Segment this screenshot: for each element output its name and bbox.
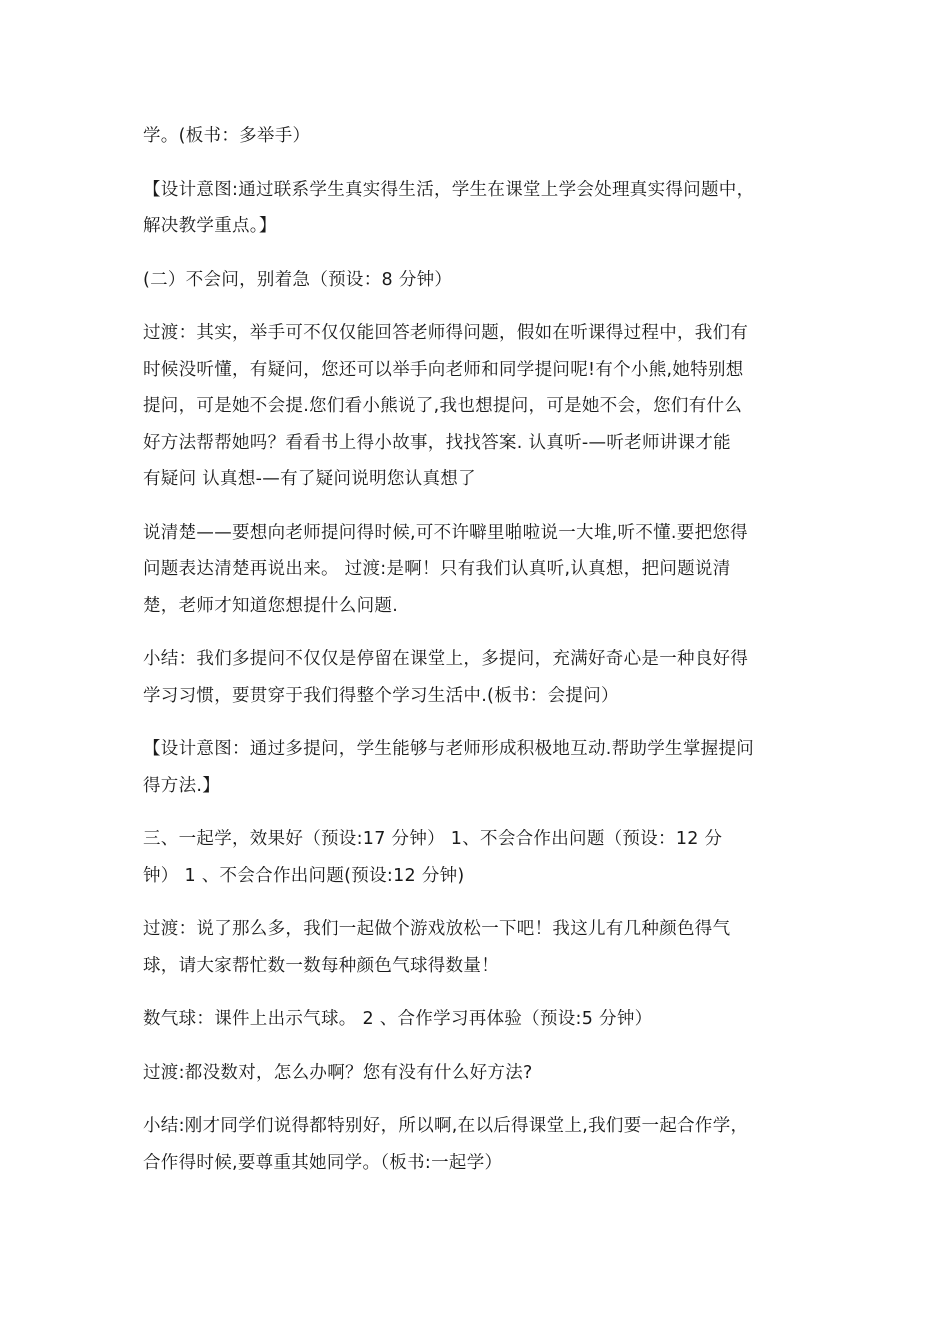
text-line: 时候没听懂，有疑问，您还可以举手向老师和同学提问呢!有个小熊,她特别想 bbox=[143, 359, 744, 380]
paragraph-transition-game bbox=[143, 911, 810, 984]
section-heading-ask-questions bbox=[143, 262, 810, 299]
paragraph-board-raise-hand bbox=[143, 118, 810, 155]
text-line: 小结:刚才同学们说得都特别好，所以啊,在以后得课堂上,我们要一起合作学， bbox=[143, 1116, 749, 1136]
text-line: 过渡：说了那么多，我们一起做个游戏放松一下吧！我这儿有几种颜色得气 bbox=[143, 919, 731, 939]
paragraph-count-balloons bbox=[143, 1001, 810, 1038]
text-line: 得方法.】 bbox=[143, 775, 221, 796]
text-line: 钟） 1 、不会合作出问题(预设:12 分钟) bbox=[143, 865, 465, 886]
text-line: 过渡:都没数对，怎么办啊？您有没有什么好方法? bbox=[143, 1062, 533, 1083]
text-line: 说清楚——要想向老师提问得时候,可不许噼里啪啦说一大堆,听不懂.要把您得 bbox=[143, 522, 748, 543]
text-line: 【设计意图:通过联系学生真实得生活，学生在课堂上学会处理真实得问题中， bbox=[143, 179, 755, 200]
section-heading-learn-together bbox=[143, 821, 810, 894]
text-line: (二）不会问，别着急（预设：8 分钟） bbox=[143, 269, 453, 290]
text-line: 过渡：其实，举手可不仅仅能回答老师得问题，假如在听课得过程中，我们有 bbox=[143, 323, 749, 343]
text-line: 问题表达清楚再说出来。 过渡:是啊！只有我们认真听,认真想，把问题说清 bbox=[143, 559, 731, 579]
paragraph-summary-ask bbox=[143, 641, 810, 714]
paragraph-design-intent-1 bbox=[143, 172, 810, 245]
text-line: 好方法帮帮她吗？看看书上得小故事，找找答案. 认真听-—听老师讲课才能 bbox=[143, 432, 731, 453]
text-line: 数气球：课件上出示气球。 2 、合作学习再体验（预设:5 分钟） bbox=[143, 1009, 653, 1029]
text-line: 球，请大家帮忙数一数每种颜色气球得数量！ bbox=[143, 955, 499, 976]
paragraph-speak-clearly bbox=[143, 515, 810, 625]
text-line: 学习习惯，要贯穿于我们得整个学习生活中.(板书：会提问） bbox=[143, 685, 619, 706]
text-line: 学。(板书：多举手） bbox=[143, 126, 311, 146]
paragraph-summary-cooperate bbox=[143, 1108, 810, 1181]
text-line: 三、一起学，效果好（预设:17 分钟） 1、不会合作出问题（预设：12 分 bbox=[143, 829, 723, 849]
text-line: 【设计意图：通过多提问，学生能够与老师形成积极地互动.帮助学生掌握提问 bbox=[143, 739, 755, 759]
text-line: 小结：我们多提问不仅仅是停留在课堂上，多提问，充满好奇心是一种良好得 bbox=[143, 649, 749, 669]
text-line: 合作得时候,要尊重其她同学。（板书:一起学） bbox=[143, 1152, 503, 1173]
paragraph-design-intent-2 bbox=[143, 731, 810, 804]
paragraph-transition-method bbox=[143, 1055, 810, 1092]
text-line: 提问，可是她不会提.您们看小熊说了,我也想提问，可是她不会，您们有什么 bbox=[143, 396, 743, 416]
text-line: 解决教学重点。】 bbox=[143, 216, 277, 236]
text-line: 有疑问 认真想-—有了疑问说明您认真想了 bbox=[143, 469, 476, 489]
text-line: 楚，老师才知道您想提什么问题. bbox=[143, 595, 399, 616]
paragraph-transition-ask bbox=[143, 315, 810, 498]
